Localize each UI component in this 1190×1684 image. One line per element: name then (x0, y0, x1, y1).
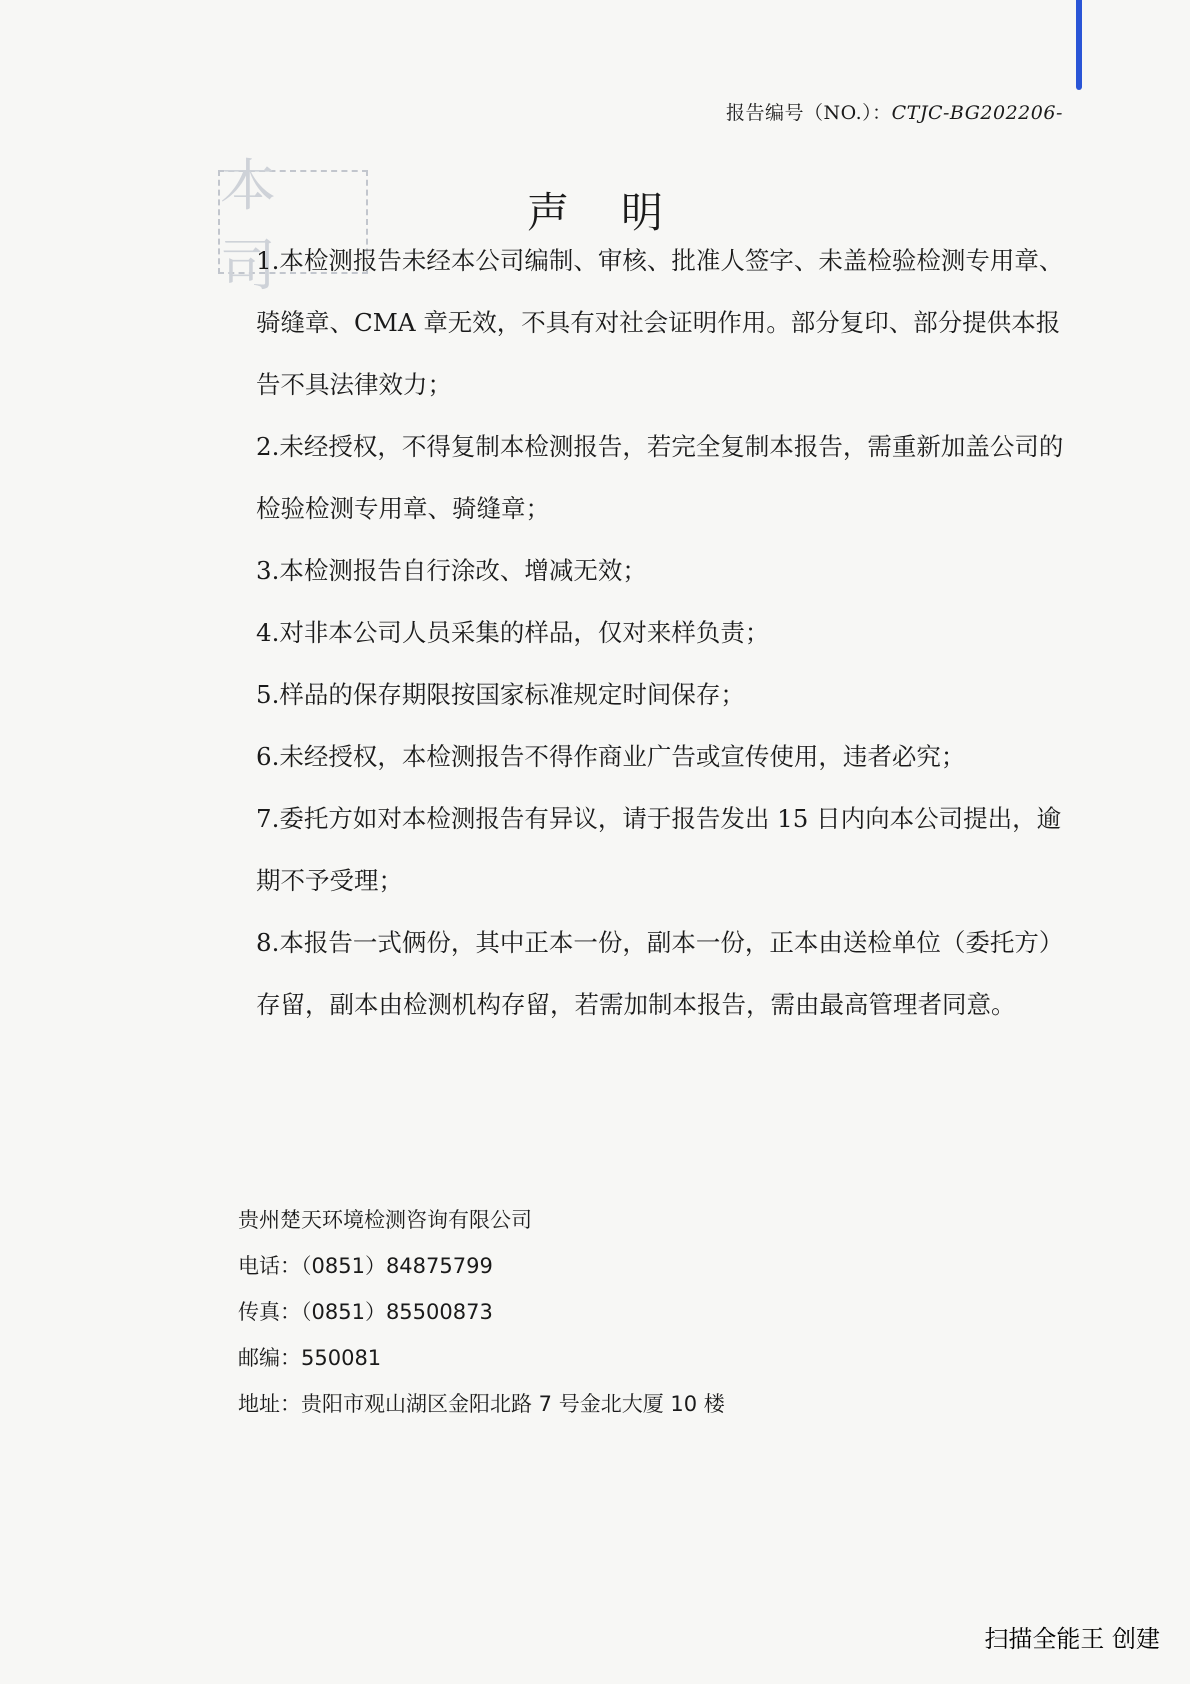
statement-item: 8.本报告一式俩份，其中正本一份，副本一份，正本由送检单位（委托方）存留，副本由检测机构存留，若需加制本报告，需由最高管理者同意。 (256, 928, 1064, 1019)
scanner-watermark: 扫描全能王 创建 (984, 1625, 1160, 1653)
report-number-label: 报告编号（NO.）： (726, 102, 892, 124)
statement-item: 5.样品的保存期限按国家标准规定时间保存； (256, 680, 745, 709)
scan-edge-mark (1076, 0, 1082, 90)
statement-item: 3.本检测报告自行涂改、增减无效； (256, 556, 647, 585)
company-postcode: 邮编：550081 (238, 1346, 382, 1370)
statement-item: 2.未经授权，不得复制本检测报告，若完全复制本报告，需重新加盖公司的检验检测专用章、骑缝章； (256, 432, 1064, 523)
faded-stamp: 本 司 (218, 170, 368, 274)
statement-list (256, 230, 1064, 1036)
company-address: 地址：贵阳市观山湖区金阳北路 7 号金北大厦 10 楼 (238, 1392, 725, 1416)
company-fax: 传真：（0851）85500873 (238, 1300, 493, 1324)
company-phone: 电话：（0851）84875799 (238, 1254, 493, 1278)
report-number-value: CTJC-BG202206- (891, 102, 1063, 124)
report-number (726, 98, 1063, 125)
statement-item: 7.委托方如对本检测报告有异议，请于报告发出 15 日内向本公司提出，逾期不予受理； (256, 804, 1062, 895)
statement-item: 4.对非本公司人员采集的样品，仅对来样负责； (256, 618, 770, 647)
page-title: 声明 (526, 188, 715, 238)
statement-item: 6.未经授权，本检测报告不得作商业广告或宣传使用，违者必究； (256, 742, 966, 771)
statement-item: 1.本检测报告未经本公司编制、审核、批准人签字、未盖检验检测专用章、骑缝章、CMA 章无效，不具有对社会证明作用。部分复印、部分提供本报告不具法律效力； (256, 246, 1064, 399)
company-info (238, 1197, 725, 1427)
company-name: 贵州楚天环境检测咨询有限公司 (238, 1208, 532, 1232)
